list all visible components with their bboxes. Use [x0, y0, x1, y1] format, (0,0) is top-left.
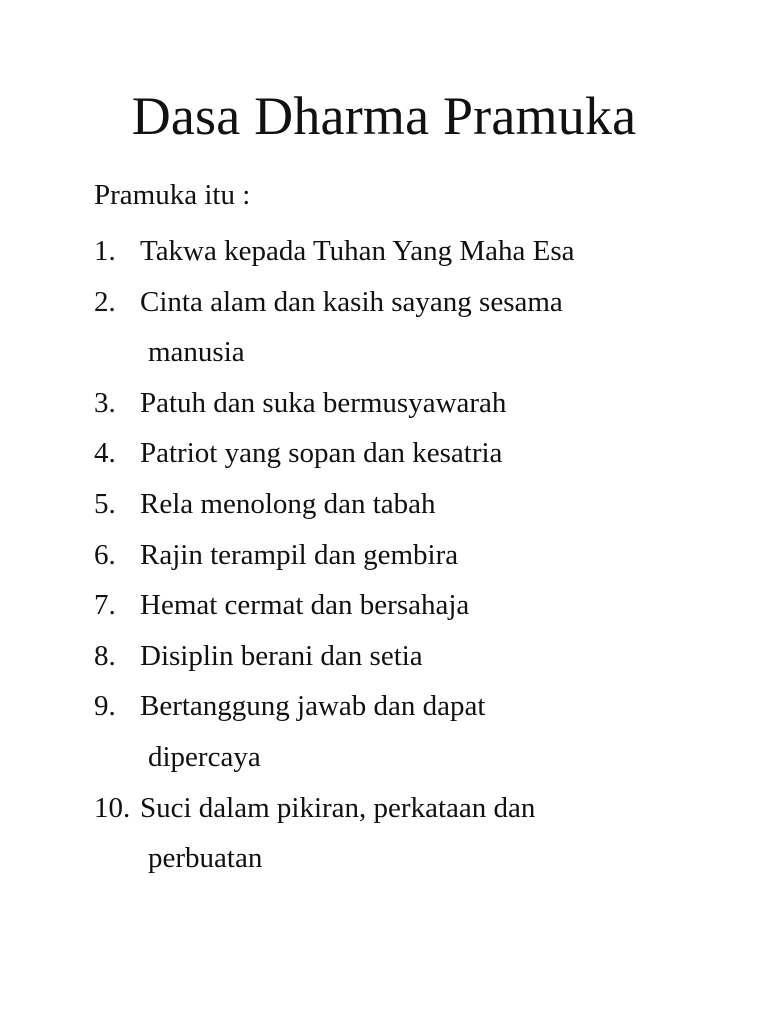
list-item-text: Bertanggung jawab dan dapat	[140, 690, 486, 723]
list-item	[94, 378, 734, 429]
list-item-text: Suci dalam pikiran, perkataan dan	[140, 791, 536, 824]
list-item-text: Takwa kepada Tuhan Yang Maha Esa	[140, 235, 575, 267]
list-item	[94, 631, 734, 682]
list-item-number: 6.	[94, 538, 116, 571]
list-item-text: Disiplin berani dan setia	[140, 639, 423, 672]
list-item	[94, 530, 734, 581]
list-item-number: 10.	[94, 791, 131, 824]
list-item-text: Rajin terampil dan gembira	[140, 538, 459, 571]
list-item-text-continuation: dipercaya	[148, 740, 261, 773]
list-item-text: Patriot yang sopan dan kesatria	[140, 437, 503, 470]
list-item-number: 5.	[94, 487, 116, 520]
list-item	[94, 277, 734, 378]
list-item-number: 1.	[94, 235, 116, 267]
list-item-number: 7.	[94, 589, 116, 622]
dharma-list	[94, 226, 734, 884]
list-item	[94, 428, 734, 479]
list-item	[94, 783, 734, 884]
intro-text: Pramuka itu :	[94, 179, 251, 211]
list-item	[94, 580, 734, 631]
document-title: Dasa Dharma Pramuka	[131, 86, 637, 146]
list-item	[94, 479, 734, 530]
list-item	[94, 681, 734, 782]
list-item-number: 9.	[94, 690, 116, 723]
list-item-text-continuation: manusia	[148, 336, 245, 369]
list-item-number: 3.	[94, 386, 116, 419]
list-item-text-continuation: perbuatan	[148, 842, 263, 875]
list-item	[94, 226, 734, 277]
list-item-number: 8.	[94, 639, 116, 672]
list-item-text: Cinta alam dan kasih sayang sesama	[140, 285, 563, 318]
list-item-text: Rela menolong dan tabah	[140, 487, 436, 520]
list-item-number: 2.	[94, 285, 116, 318]
list-item-number: 4.	[94, 437, 116, 470]
list-item-text: Hemat cermat dan bersahaja	[140, 589, 470, 622]
list-item-text: Patuh dan suka bermusyawarah	[140, 386, 507, 419]
